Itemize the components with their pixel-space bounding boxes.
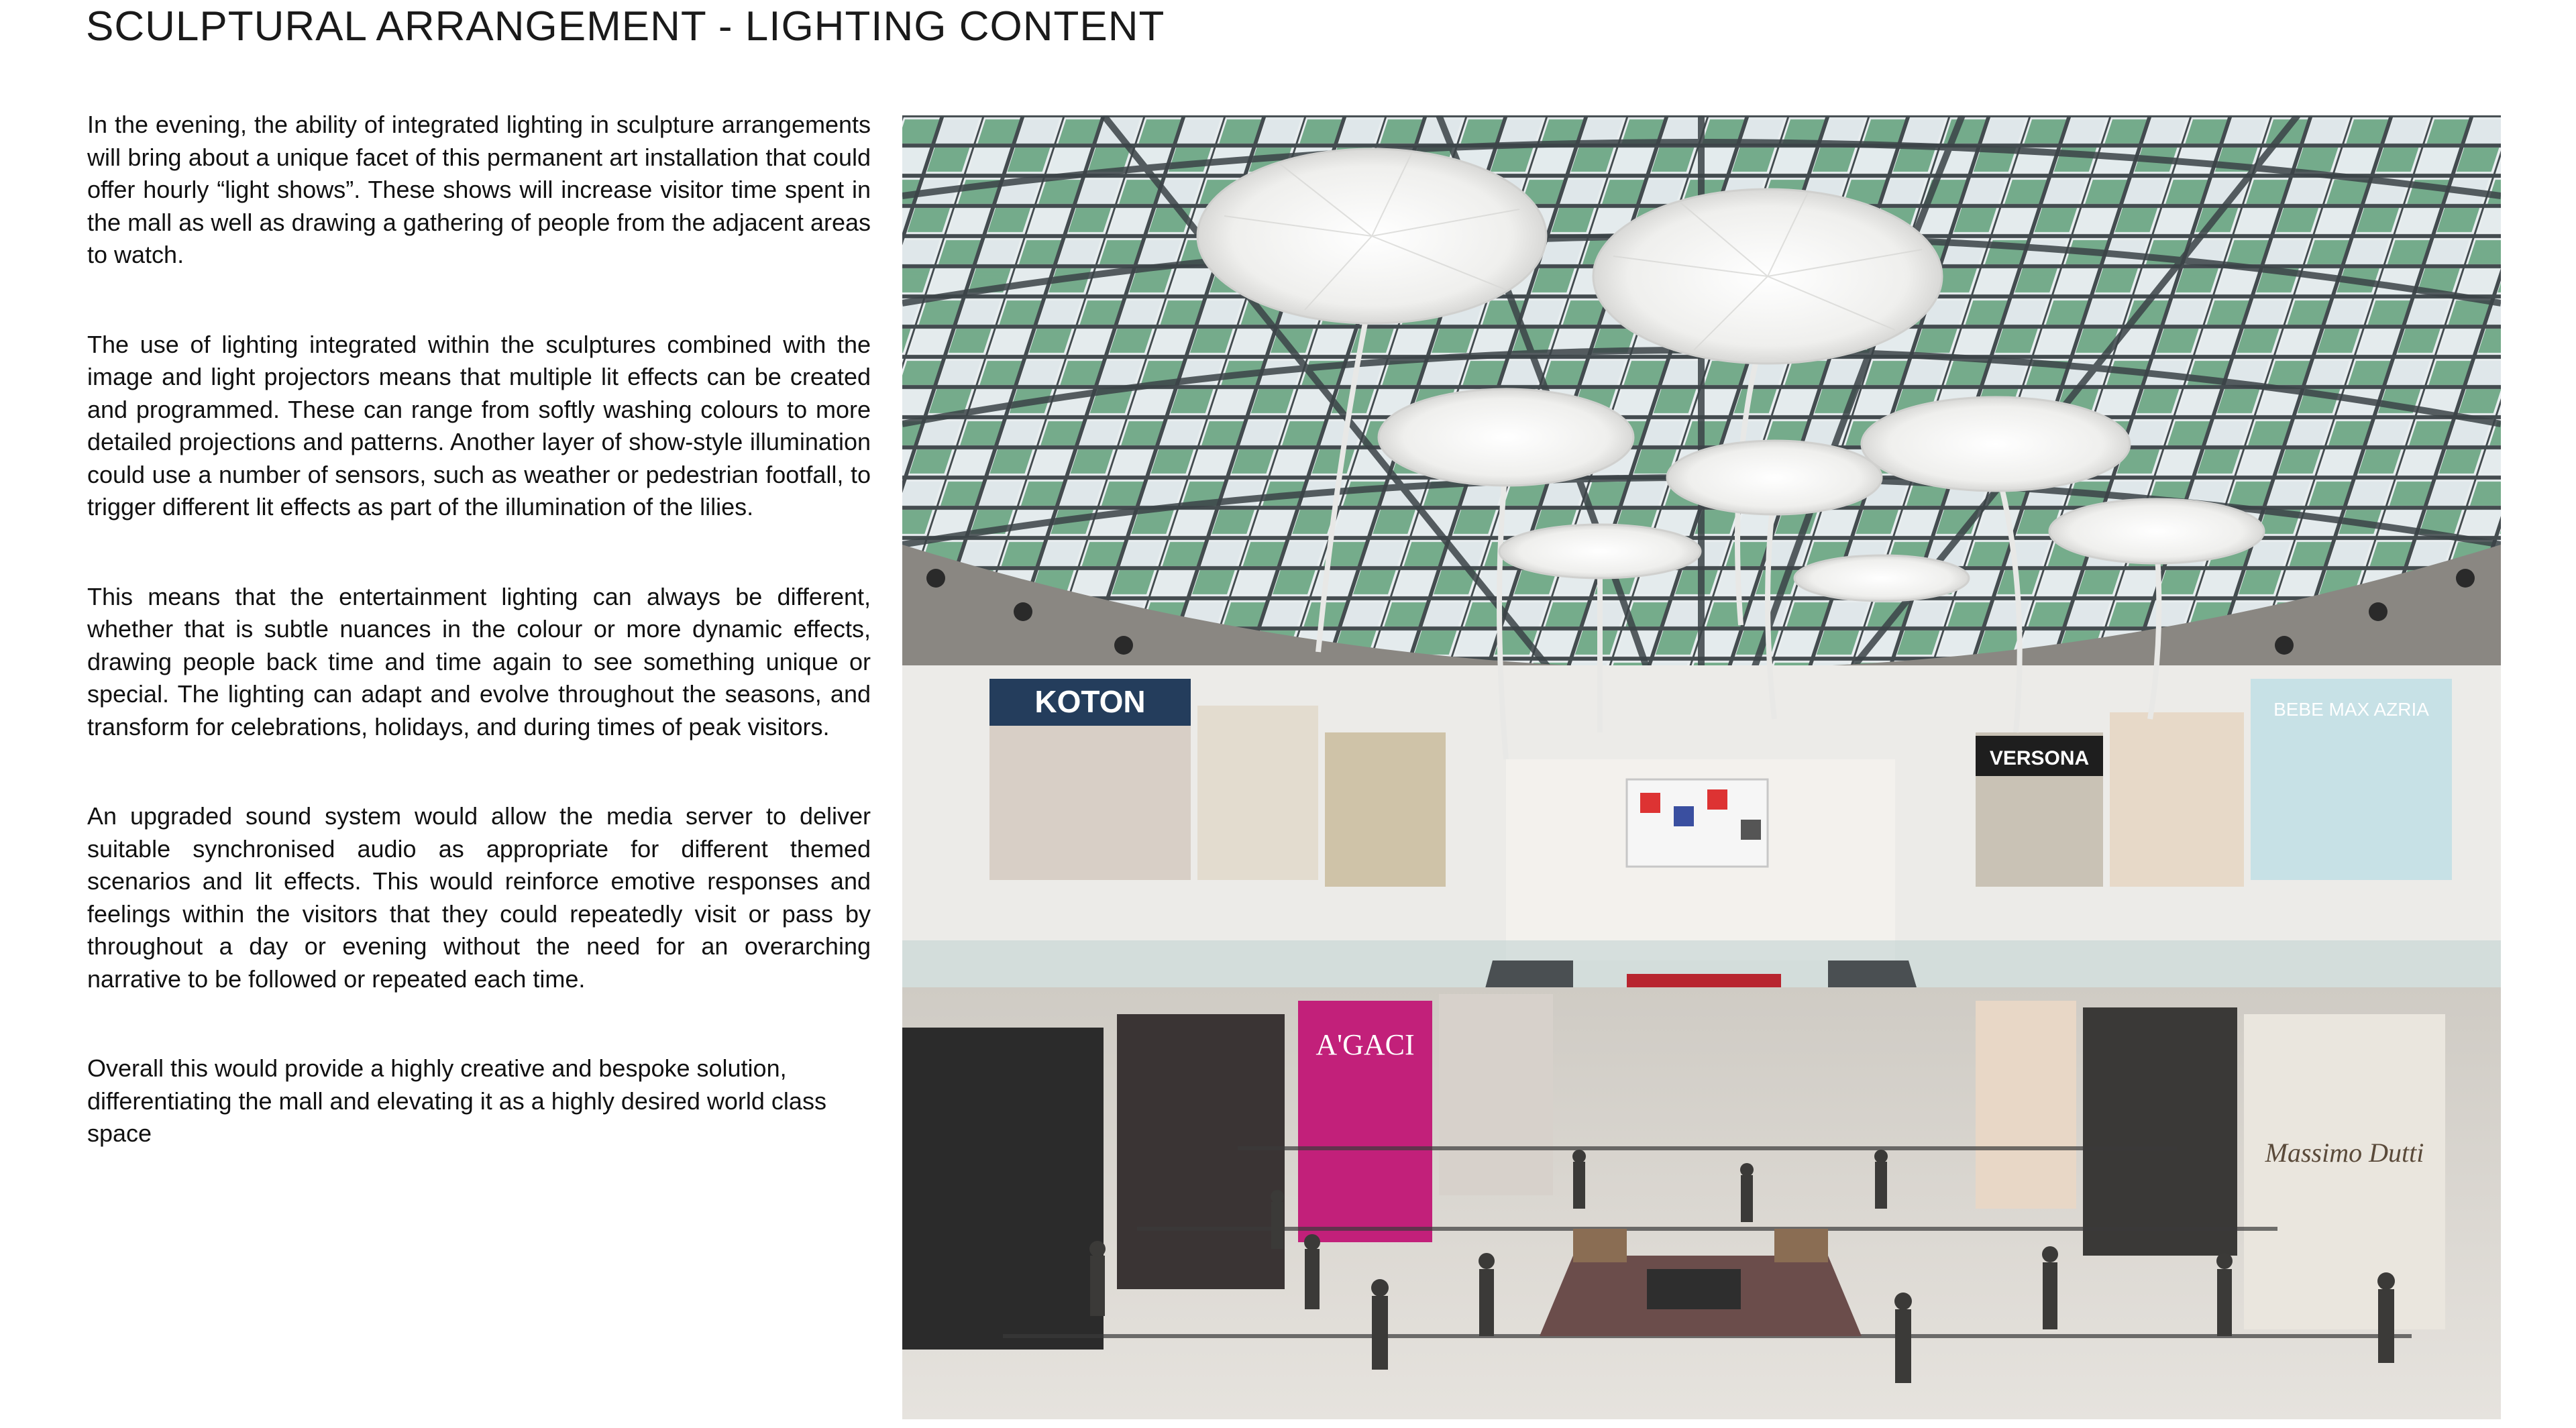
paragraph-5: Overall this would provide a highly creative and bespoke solution, differentiating the mall and elevating it as a highly desired world class space [87,1054,826,1147]
agaci-sign: A'GACI [1316,1028,1415,1061]
page-title: SCULPTURAL ARRANGEMENT - LIGHTING CONTENT [86,3,1165,50]
versona-sign: VERSONA [1989,747,2090,769]
armchair-left [1573,1229,1627,1262]
body-text [87,109,871,1207]
armchair-right [1774,1229,1828,1262]
paragraph-3: This means that the entertainment lighting can always be different, whether that is subtle nuances in the colour or more dynamic effects, drawing people back time and time again to see something unique or special. The lighting can adapt and evolve throughout the seasons, and transform for celebrations, holidays, and during times of peak visitors. [87,582,871,740]
paragraph-1: In the evening, the ability of integrated lighting in sculpture arrangements will bring about a unique facet of this permanent art installation that could offer hourly “light shows”. These shows will increase visitor time spent in the mall as well as drawing a gathering of people from the adjacent areas to watch. [87,111,871,268]
bebe-sign: BEBE MAX AZRIA [2273,699,2429,720]
mall-rendering-svg [902,115,2501,1419]
massimo-sign: Massimo Dutti [2265,1138,2424,1168]
koton-sign: KOTON [1034,684,1146,719]
paragraph-4: An upgraded sound system would allow the media server to deliver suitable synchronised audio as appropriate for different themed scenarios and lit effects. This would reinforce emotive responses and feelings within the visitors that they could repeatedly visit or pass by throughout a day or evening without the need for an overarching narrative to be followed or repeated each time. [87,802,871,993]
paragraph-2: The use of lighting integrated within the sculptures combined with the image and light projectors means that multiple lit effects can be created and programmed. These can range from softly washing colours to more detailed projections and patterns. Another layer of show-style illumination could use a number of sensors, such as weather or pedestrian footfall, to trigger different lit effects as part of the illumination of the lilies. [87,330,871,520]
sofa-center [1647,1269,1741,1309]
mall-interior-rendering [902,115,2501,1419]
